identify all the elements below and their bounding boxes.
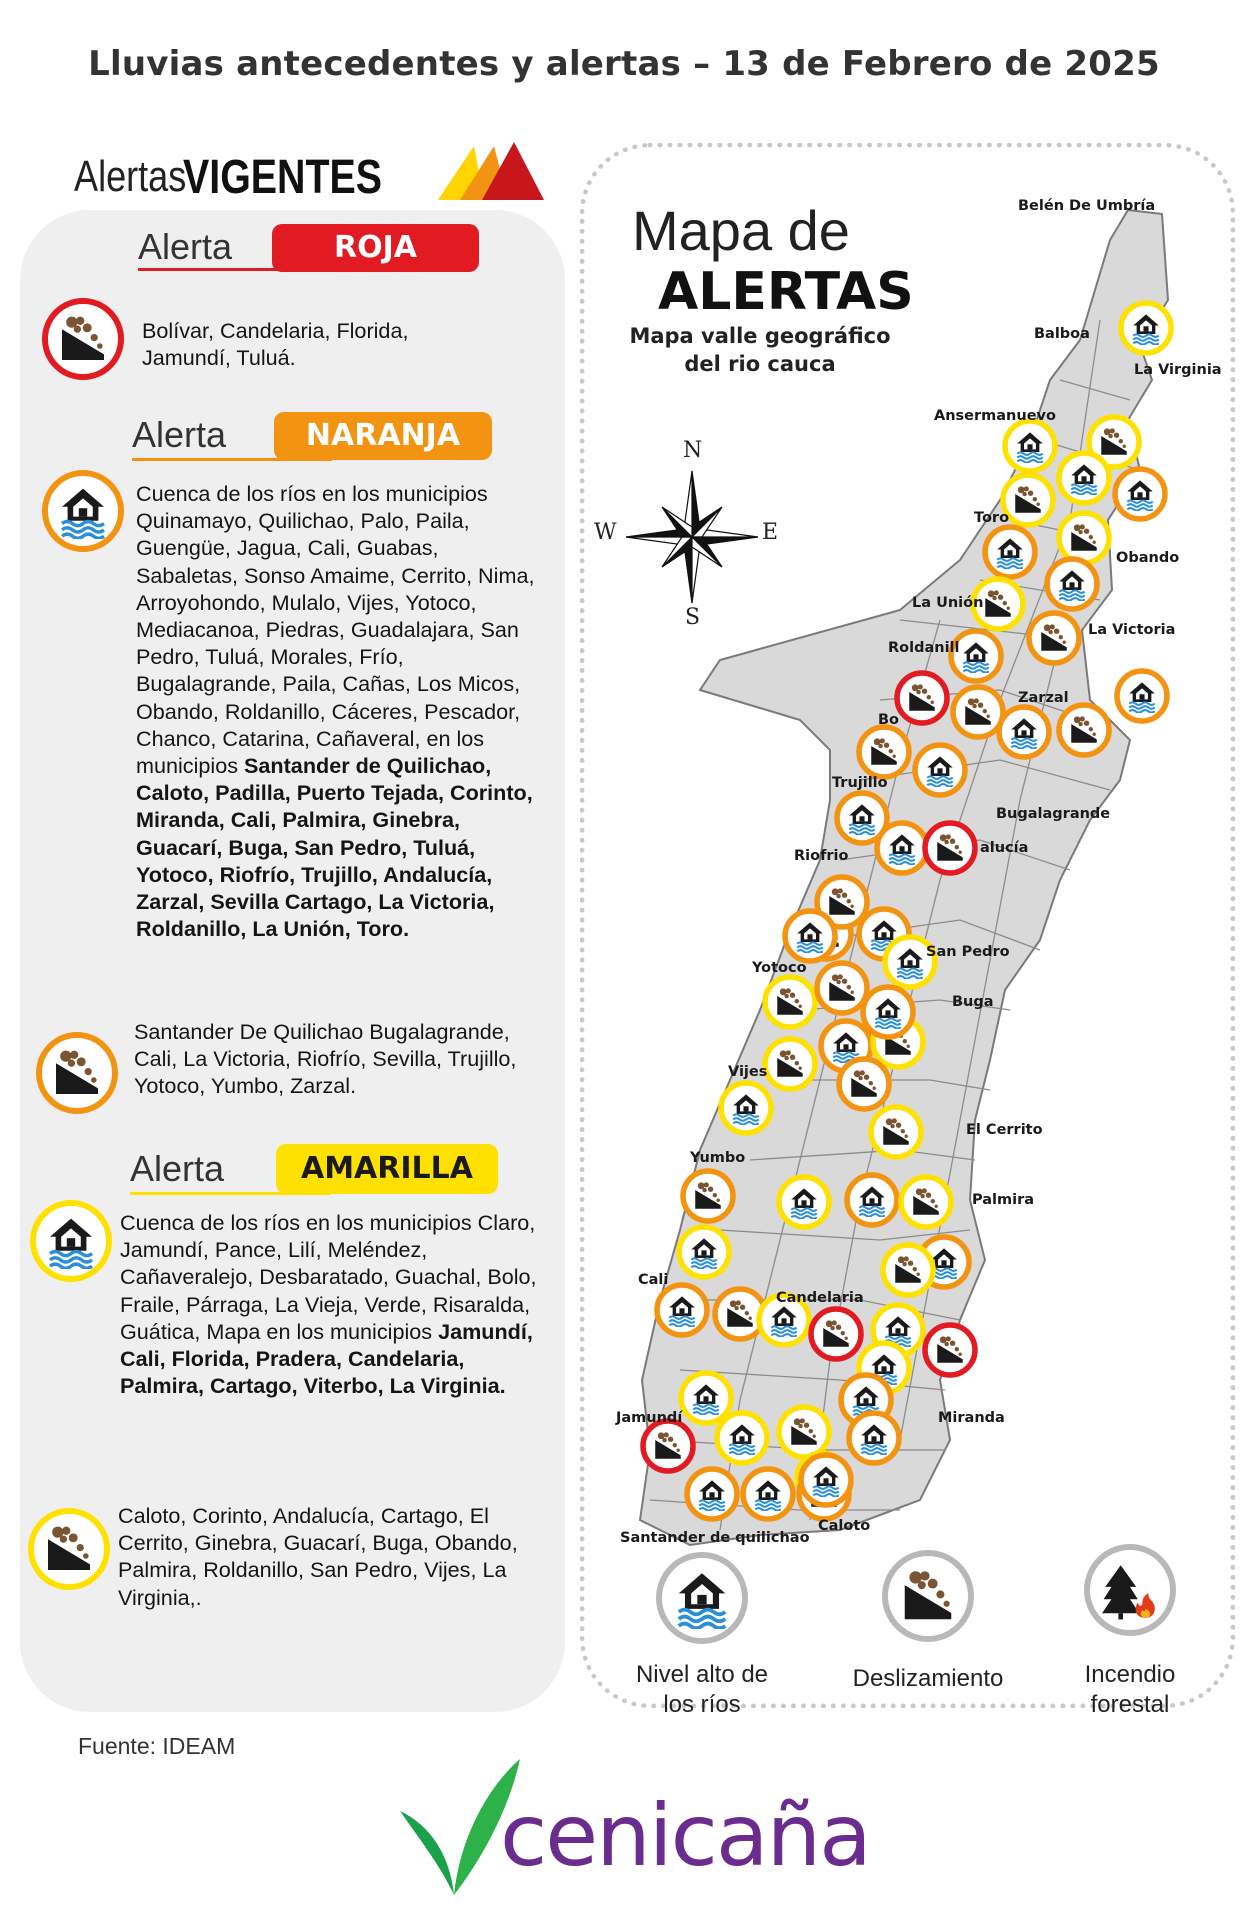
vigentes-light: Alertas xyxy=(74,152,187,201)
map-marker-river-flood xyxy=(849,1413,899,1463)
map-marker-ring xyxy=(897,673,947,723)
map-marker-river-flood xyxy=(951,631,1001,681)
map-marker-landslide xyxy=(871,1107,921,1157)
map-marker-landslide xyxy=(765,977,815,1027)
town-zarzal: Zarzal xyxy=(1018,690,1069,706)
map-marker-ring xyxy=(925,1325,975,1375)
map-marker-landslide xyxy=(859,727,909,777)
town-la-victoria: La Victoria xyxy=(1088,622,1176,638)
town-bugalagrande: Bugalagrande xyxy=(996,806,1111,822)
town-balboa: Balboa xyxy=(1034,326,1090,342)
map-marker-ring xyxy=(953,687,1003,737)
alert-amarilla-pill: AMARILLA xyxy=(276,1144,498,1194)
map-marker-river-flood xyxy=(915,745,965,795)
map-marker-ring xyxy=(817,963,867,1013)
map-marker-ring xyxy=(901,1177,951,1227)
town-candelaria: Candelaria xyxy=(776,1290,864,1306)
legend-river-label xyxy=(612,1660,792,1720)
map-marker-ring xyxy=(811,1309,861,1359)
compass-e: E xyxy=(762,520,779,545)
map-marker-river-flood xyxy=(1115,469,1165,519)
town-palmira: Palmira xyxy=(972,1192,1035,1208)
map-marker-ring xyxy=(1059,705,1109,755)
map-marker-landslide xyxy=(953,687,1003,737)
map-marker-ring xyxy=(1059,513,1109,563)
map-marker-landslide xyxy=(925,1325,975,1375)
town-roldanillo: Roldanill xyxy=(888,640,960,656)
town-buga: Buga xyxy=(952,994,994,1010)
town-miranda: Miranda xyxy=(938,1410,1005,1426)
cenicana-brand: cenicaña xyxy=(500,1786,870,1886)
town-yotoco: Yotoco xyxy=(752,960,807,976)
map-marker-ring xyxy=(883,1245,933,1295)
map-marker-ring xyxy=(925,823,975,873)
map-marker-river-flood xyxy=(785,911,835,961)
map-marker-landslide xyxy=(1029,613,1079,663)
alert-roja-pill: ROJA xyxy=(272,224,479,272)
town-cali: Cali xyxy=(638,1272,669,1288)
legend-landslide-badge xyxy=(882,1550,974,1642)
forest-fire-icon xyxy=(1099,1559,1161,1621)
town-san-pedro: San Pedro xyxy=(926,944,1010,960)
compass-s: S xyxy=(685,605,701,630)
map-marker-river-flood xyxy=(877,823,927,873)
map-marker-ring xyxy=(839,1059,889,1109)
map-subtitle-line1: Mapa valle geográfico xyxy=(629,324,891,348)
map-marker-river-flood xyxy=(847,1175,897,1225)
compass-w: W xyxy=(594,520,617,545)
map-marker-ring xyxy=(643,1421,693,1471)
naranja-river-bold: Santander de Quilichao, Caloto, Padilla, Puerto Tejada, Corinto, Miranda, Cali, Palmira, Ginebra, Guacarí, Buga, San Pedro, Tuluá, Yotoco, Riofrío, Trujillo, Andalucía, Zarzal, Sevilla Cartago, La Victoria, Roldanillo, La Unión, Toro. xyxy=(136,753,533,942)
amarilla-river-regular: Cuenca de los ríos en los municipios Claro, Jamundí, Pance, Lilí, Meléndez, Cañaveralejo, Desbaratado, Guachal, Bolo, Fraile, Párraga, La Vieja, Verde, Risaralda, Guática, Mapa en los municipios xyxy=(120,1210,537,1344)
map-title-line2: ALERTAS xyxy=(658,262,914,322)
map-marker-ring xyxy=(779,1407,829,1457)
town-obando: Obando xyxy=(1116,550,1180,566)
town-andalucia: alucía xyxy=(980,840,1029,856)
map-marker-river-flood xyxy=(1059,453,1109,503)
map-marker-landslide xyxy=(1003,475,1053,525)
amarilla-landslide-text: Caloto, Corinto, Andalucía, Cartago, El Cerrito, Ginebra, Guacarí, Buga, Obando, Palmira, Roldanillo, San Pedro, Vijes, La Virginia,. xyxy=(118,1503,518,1610)
legend-fire-badge xyxy=(1084,1544,1176,1636)
map-marker-river-flood xyxy=(743,1469,793,1519)
map-marker-river-flood xyxy=(1005,421,1055,471)
map-marker-river-flood xyxy=(687,1469,737,1519)
town-vijes: Vijes xyxy=(728,1064,768,1080)
map-marker-landslide xyxy=(817,963,867,1013)
town-la-virginia: La Virginia xyxy=(1134,362,1222,378)
amarilla-river-bold: Jamundí, Cali, Florida, Pradera, Candelaria, Palmira, Cartago, Viterbo, La Virginia. xyxy=(120,1318,533,1399)
town-trujillo: Trujillo xyxy=(832,775,888,791)
alert-naranja-pill: NARANJA xyxy=(274,412,492,460)
legend-fire-line2: forestal xyxy=(1090,1691,1170,1718)
town-jamundi: Jamundí xyxy=(616,1410,683,1426)
map-marker-river-flood xyxy=(657,1285,707,1335)
town-riofrio: Riofrio xyxy=(794,848,849,864)
map-marker-landslide xyxy=(683,1171,733,1221)
map-marker-ring xyxy=(1003,475,1053,525)
source-note: Fuente: IDEAM xyxy=(78,1733,236,1759)
map-marker-landslide xyxy=(779,1407,829,1457)
naranja-river-regular: Cuenca de los ríos en los municipios Quinamayo, Quilichao, Palo, Paila, Guengüe, Jagua, Cali, Guabas, Sabaletas, Sonso Amaime, Cerrito, Nima, Arroyohondo, Mulalo, Vijes, Yotoco, Mediacanoa, Piedras, Guadalajara, San Pedro, Tuluá, Morales, Frío, Bugalagrande, Paila, Cañas, Los Micos, Obando, Roldanillo, Cáceres, Pescador, Chanco, Catarina, Cañaveral, en los municipios xyxy=(136,481,535,779)
alert-naranja-word: Alerta xyxy=(132,414,227,455)
town-el-cerrito: El Cerrito xyxy=(966,1122,1043,1138)
map-marker-ring xyxy=(765,1039,815,1089)
map-marker-river-flood xyxy=(801,1455,851,1505)
town-caloto: Caloto xyxy=(818,1518,871,1534)
map-marker-landslide xyxy=(765,1039,815,1089)
legend-fire-label xyxy=(1050,1660,1210,1720)
compass-n: N xyxy=(683,438,703,463)
map-marker-river-flood xyxy=(1121,303,1171,353)
map-marker-landslide xyxy=(839,1059,889,1109)
map-marker-river-flood xyxy=(1047,559,1097,609)
map-marker-landslide xyxy=(883,1245,933,1295)
map-marker-river-flood xyxy=(679,1227,729,1277)
legend-river-badge xyxy=(656,1552,748,1644)
map-marker-ring xyxy=(765,977,815,1027)
map-marker-landslide xyxy=(1059,513,1109,563)
map-marker-river-flood xyxy=(779,1177,829,1227)
town-yumbo: Yumbo xyxy=(690,1150,746,1166)
town-toro: Toro xyxy=(974,510,1010,526)
map-marker-river-flood xyxy=(1117,671,1167,721)
legend-landslide-label xyxy=(830,1664,1026,1694)
map-marker-ring xyxy=(859,727,909,777)
map-marker-river-flood xyxy=(863,987,913,1037)
map-marker-ring xyxy=(871,1107,921,1157)
roja-landslide-text: Bolívar, Candelaria, Florida, Jamundí, Tuluá. xyxy=(142,318,409,371)
map-marker-ring xyxy=(1029,613,1079,663)
map-marker-river-flood xyxy=(985,527,1035,577)
legend-fire-line1: Incendio xyxy=(1084,1661,1176,1688)
legend-landslide-line1: Deslizamiento xyxy=(852,1665,1004,1692)
map-marker-landslide xyxy=(811,1309,861,1359)
town-ansermanuevo: Ansermanuevo xyxy=(934,408,1056,424)
map-marker-landslide xyxy=(897,673,947,723)
town-belen-de-umbria: Belén De Umbría xyxy=(1018,198,1156,214)
map-marker-ring xyxy=(683,1171,733,1221)
map-marker-landslide xyxy=(643,1421,693,1471)
naranja-landslide-text: Santander De Quilichao Bugalagrande, Cali, La Victoria, Riofrío, Sevilla, Trujillo, Yotoco, Yumbo, Zarzal. xyxy=(134,1019,517,1099)
map-marker-river-flood xyxy=(681,1373,731,1423)
map-title-line1: Mapa de xyxy=(632,199,850,262)
landslide-icon xyxy=(897,1565,959,1627)
town-la-union: La Unión xyxy=(912,595,984,611)
alert-amarilla-word: Alerta xyxy=(130,1148,225,1189)
map-marker-river-flood xyxy=(999,707,1049,757)
map-marker-river-flood xyxy=(717,1413,767,1463)
map-marker-landslide xyxy=(1059,705,1109,755)
vigentes-bold: VIGENTES xyxy=(182,150,382,204)
alert-roja-word: Alerta xyxy=(138,226,233,267)
map-marker-river-flood xyxy=(721,1083,771,1133)
legend-river-line1: Nivel alto de xyxy=(635,1661,769,1688)
map-marker-landslide xyxy=(901,1177,951,1227)
page-title: Lluvias antecedentes y alertas – 13 de Febrero de 2025 xyxy=(88,44,1160,84)
map-marker-landslide xyxy=(925,823,975,873)
map-subtitle-line2: del rio cauca xyxy=(684,352,836,376)
legend-river-line2: los ríos xyxy=(663,1691,741,1718)
river-flood-icon xyxy=(671,1567,733,1629)
town-santander-de-quilichao: Santander de quilichao xyxy=(620,1530,810,1546)
town-bolivar: Bo xyxy=(878,712,900,728)
